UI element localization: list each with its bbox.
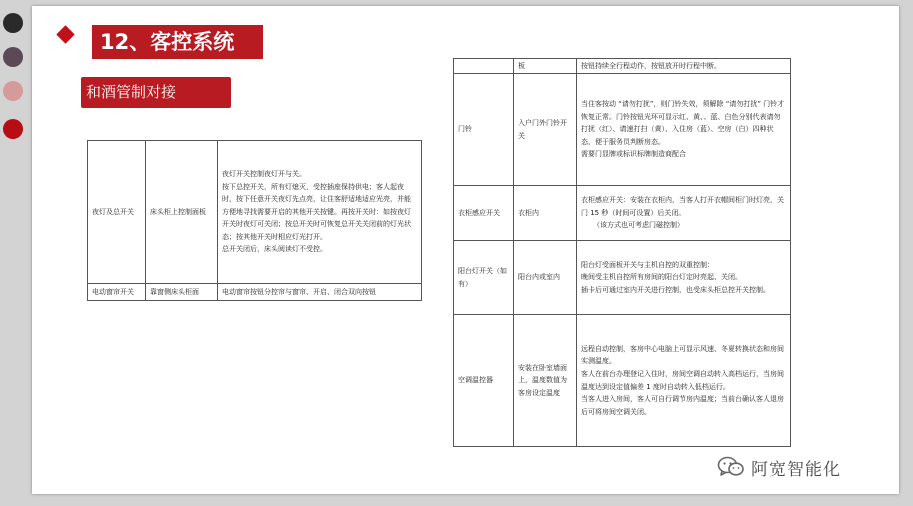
cell-location: 板	[514, 59, 577, 74]
table-row	[454, 315, 791, 447]
cell-location: 入户门外门铃开关	[514, 74, 577, 186]
slide-subtitle: 和酒管制对接	[81, 77, 231, 108]
desc-line: 夜灯开关控制夜灯开与关。	[222, 169, 306, 178]
desc-line: 衣柜感应开关：安装在衣柜内，当客人打开衣帽间柜门时灯亮，关门 15 秒（时间可设置）后关闭。	[581, 196, 784, 217]
cell-name: 阳台灯开关（如有）	[454, 241, 514, 315]
nav-dot-4[interactable]	[3, 119, 23, 139]
desc-line: 总开关闭后，床头阅读灯不受控。	[222, 245, 327, 254]
cell-location: 安装在卧室墙面上，温度数值为客房设定温度	[514, 315, 577, 447]
cell-location: 靠窗侧床头柜面	[146, 284, 218, 301]
table-row	[88, 284, 422, 301]
wechat-icon	[717, 456, 745, 478]
cell-description	[218, 141, 422, 284]
table-row	[88, 141, 422, 284]
table-row	[454, 186, 791, 241]
desc-line: 客人在前台办理登记入住时，房间空调自动转入高档运行，当房间温度达到设定值偏差 1 度时自动转入低档运行。	[581, 369, 784, 391]
table-row	[454, 241, 791, 315]
desc-line: 当住客按动 “请勿打扰”，则门铃失效，须解除 “请勿打扰” 门铃才恢复正常。门铃按钮光环可显示红、黄、、蓝、白色分别代表请勿打扰（红）、请速打扫（黄）、入住房（蓝）、空房（白）四种状态，便于服务员判断房态。	[581, 100, 785, 146]
watermark	[717, 455, 841, 479]
cell-name: 空调温控器	[454, 315, 514, 447]
cell-description	[577, 59, 791, 74]
left-spec-table	[87, 140, 422, 301]
desc-line: （该方式也可考虑门磁控制）	[593, 221, 684, 230]
desc-line: 晚间受主机自控所有房间的阳台灯定时亮起、关闭。	[581, 273, 742, 282]
watermark-text: 阿宽智能化	[751, 459, 841, 480]
slide-title: 12、客控系统	[92, 25, 263, 59]
desc-line: 阳台灯受面板开关与主机自控的双重控制：	[581, 260, 714, 269]
desc-line: 当客人进入房间，客人可自行调节房内温度；当前台确认客人退房后可将房间空调关闭。	[581, 395, 784, 416]
cell-name: 衣柜感应开关	[454, 186, 514, 241]
nav-dot-1[interactable]	[3, 13, 23, 33]
table-row	[454, 59, 791, 74]
cell-location: 衣柜内	[514, 186, 577, 241]
nav-dot-3[interactable]	[3, 81, 23, 101]
desc-line: 远程自动控制，客房中心电脑上可显示风速、冬夏转换状态和房间实测温度。	[581, 344, 784, 366]
cell-name: 门铃	[454, 74, 514, 186]
nav-dot-2[interactable]	[3, 47, 23, 67]
table-row	[454, 74, 791, 186]
cell-description	[577, 315, 791, 447]
cell-description	[577, 74, 791, 186]
desc-line: 按钮持续全行程动作，按钮放开时行程中断。	[581, 61, 721, 70]
right-spec-table	[453, 58, 791, 447]
cell-location: 床头柜上控制面板	[146, 141, 218, 284]
cell-location: 阳台内或室内	[514, 241, 577, 315]
desc-line: 按下总控开关，所有灯熄灭，受控插座保持供电；客人起夜时，按下任意开关夜灯先点亮，让住客舒适地适应光亮，并能方便地寻找需要开启的其他开关按键。再按开关时：如按夜灯开关时夜灯可关闭；按总开关时可恢复总开关关闭前的灯光状态；按其他开关时相应灯光打开。	[222, 182, 411, 241]
cell-name: 电动窗帘开关	[88, 284, 146, 301]
cell-description	[218, 284, 422, 301]
desc-line: 插卡后可通过室内开关进行控制，也受床头柜总控开关控制。	[581, 285, 770, 294]
cell-name: 夜灯及总开关	[88, 141, 146, 284]
desc-line: 需要门显牌或标识标牌制造商配合	[581, 150, 686, 159]
cell-name	[454, 59, 514, 74]
cell-description	[577, 241, 791, 315]
desc-line: 电动窗帘按钮分控帘与窗帘、开启、闭合双向按钮	[222, 287, 376, 296]
cell-description	[577, 186, 791, 241]
